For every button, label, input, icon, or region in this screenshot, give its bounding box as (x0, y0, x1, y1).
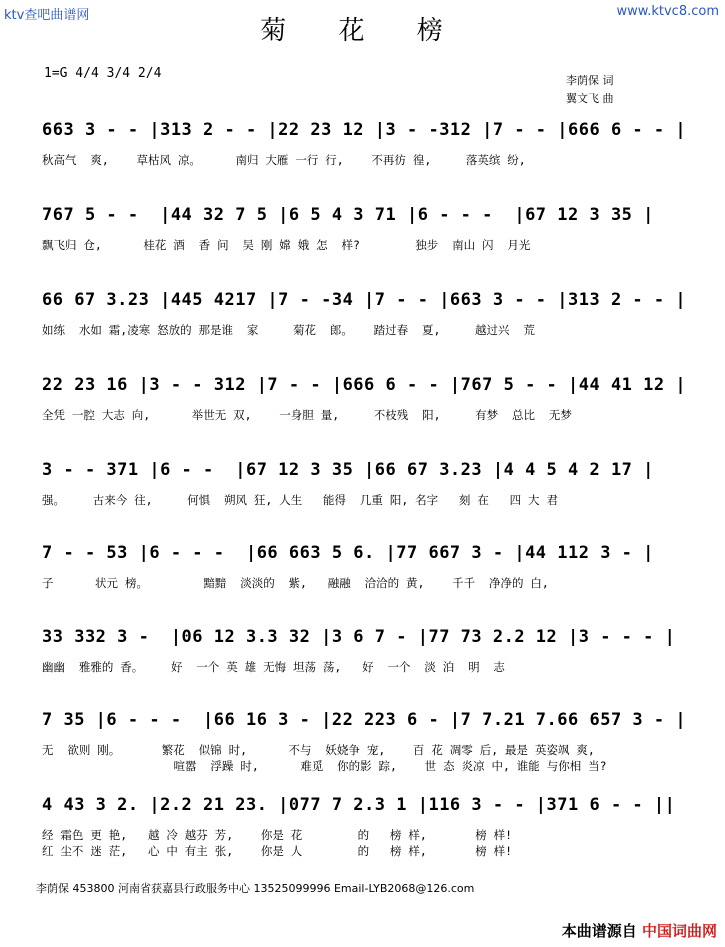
source-label: 本曲谱源自 (561, 922, 637, 940)
notation-line: 663 3 - - |313 2 - - |22 23 12 |3 - -312 |7 - - |666 6 - - | (42, 120, 687, 140)
notation-line: 4 43 3 2. |2.2 21 23. |077 7 2.3 1 |116 3 - - |371 6 - - || (42, 795, 676, 815)
composer-credit: 翼文飞 曲 (566, 92, 614, 105)
lyrics-line-second: 喧嚣 浮躁 时, 难觅 你的影 踪, 世 态 炎凉 中, 谁能 与你相 当? (42, 759, 607, 773)
lyrics-line: 全凭 一腔 大志 向, 举世无 双, 一身胆 量, 不枝残 阳, 有梦 总比 无梦 (42, 408, 572, 422)
lyrics-line: 幽幽 雅雅的 香。 好 一个 英 雄 无悔 坦荡 荡, 好 一个 淡 泊 明 志 (42, 660, 505, 674)
source-site: 中国词曲网 (641, 922, 717, 940)
notation-line: 767 5 - - |44 32 7 5 |6 5 4 3 71 |6 - - - |67 12 3 35 | (42, 205, 654, 225)
key-signature: 1=G 4/4 3/4 2/4 (44, 66, 162, 81)
score-row (36, 375, 692, 455)
watermark-left: ktv查吧曲谱网 (4, 8, 90, 23)
lyricist-credit: 李荫保 词 (566, 74, 614, 87)
score-row (36, 205, 692, 285)
lyrics-line: 经 霜色 更 艳, 越 冷 越芬 芳, 你是 花 的 榜 样, 榜 样! (42, 828, 513, 842)
notation-line: 7 - - 53 |6 - - - |66 663 5 6. |77 667 3 - |44 112 3 - | (42, 543, 654, 563)
score-row (36, 460, 692, 540)
lyrics-line: 秋高气 爽, 草枯风 凉。 南归 大雁 一行 行, 不再彷 徨, 落英缤 纷, (42, 153, 526, 167)
score-row (36, 627, 692, 707)
score-row (36, 795, 692, 875)
lyrics-line: 强。 古来今 往, 何惧 朔风 狂, 人生 能得 几重 阳, 名字 刻 在 四 大 君 (42, 493, 558, 507)
notation-line: 33 332 3 - |06 12 3.3 32 |3 6 7 - |77 73 2.2 12 |3 - - - | (42, 627, 676, 647)
notation-line: 7 35 |6 - - - |66 16 3 - |22 223 6 - |7 7.21 7.66 657 3 - | (42, 710, 687, 730)
watermark-right: www.ktvc8.com (616, 4, 719, 19)
lyrics-line: 无 欲则 刚。 繁花 似锦 时, 不与 妖娆争 宠, 百 花 凋零 后, 最是 英姿飒 爽, (42, 743, 595, 757)
song-title: 菊 花 榜 (260, 16, 465, 46)
score-row (36, 710, 692, 790)
score-row (36, 290, 692, 370)
notation-line: 3 - - 371 |6 - - |67 12 3 35 |66 67 3.23 |4 4 5 4 2 17 | (42, 460, 654, 480)
score-row (36, 120, 692, 200)
score-row (36, 543, 692, 623)
lyrics-line: 飘飞归 仓, 桂花 酒 香 问 吴 刚 嫦 娥 怎 样? 独步 南山 闪 月光 (42, 238, 531, 252)
notation-line: 66 67 3.23 |445 4217 |7 - -34 |7 - - |663 3 - - |313 2 - - | (42, 290, 687, 310)
notation-line: 22 23 16 |3 - - 312 |7 - - |666 6 - - |767 5 - - |44 41 12 | (42, 375, 687, 395)
lyrics-line: 子 状元 榜。 黯黯 淡淡的 紫, 融融 洽洽的 黄, 千千 净净的 白, (42, 576, 549, 590)
lyrics-line-second: 红 尘不 迷 茫, 心 中 有主 张, 你是 人 的 榜 样, 榜 样! (42, 844, 513, 858)
footer-contact: 李荫保 453800 河南省获嘉县行政服务中心 13525099996 Email-LYB2068@126.com (36, 882, 475, 895)
source-credit (562, 920, 717, 941)
lyrics-line: 如练 水如 霜,凌寒 怒放的 那是谁 家 菊花 郎。 踏过春 夏, 越过兴 荒 (42, 323, 535, 337)
